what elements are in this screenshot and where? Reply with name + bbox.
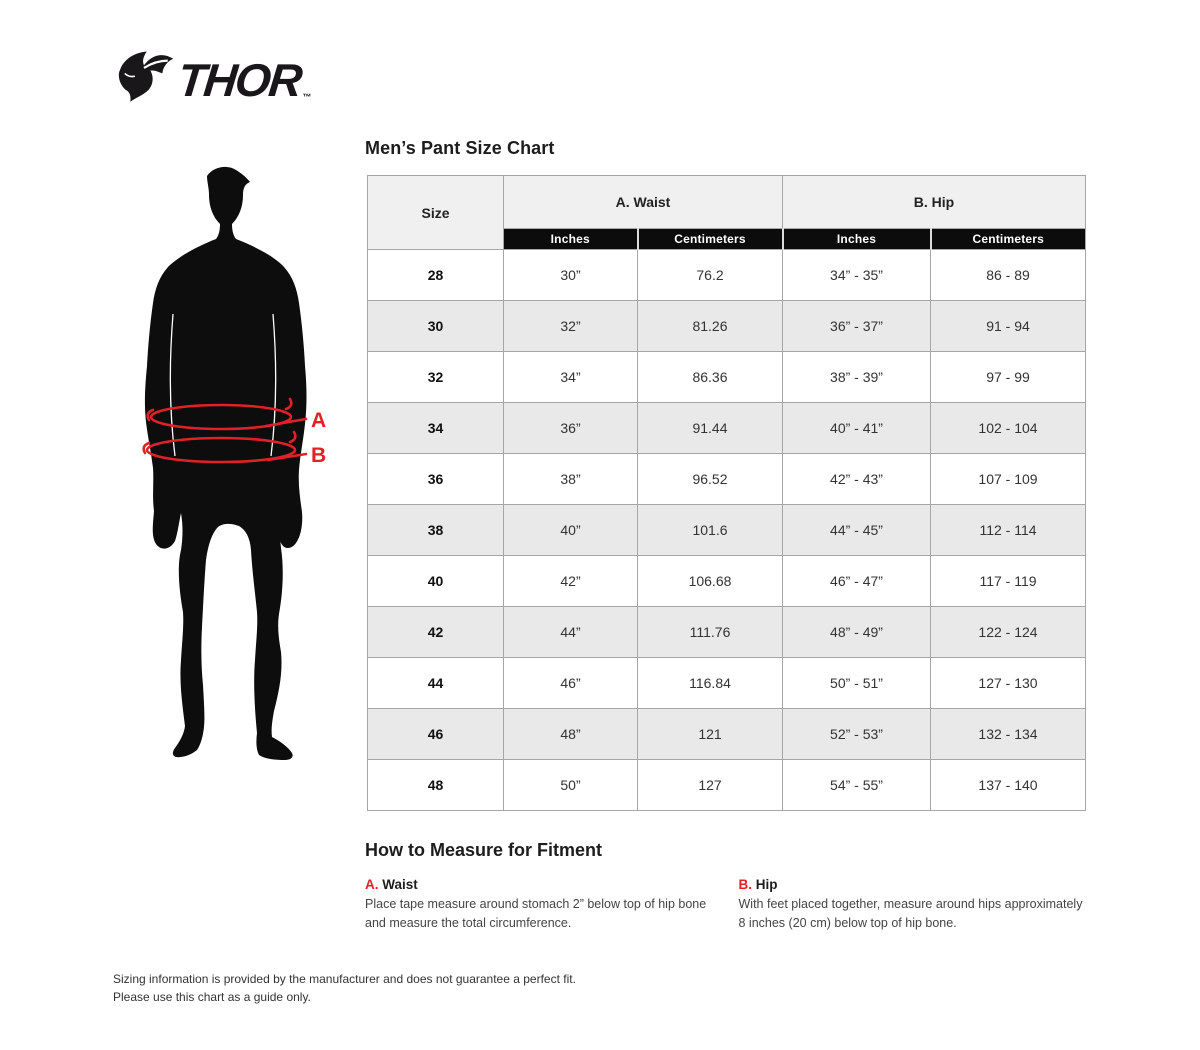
- column-header-hip: B. Hip: [783, 176, 1086, 229]
- cell-size: 48: [368, 760, 504, 811]
- table-row: [368, 301, 1086, 352]
- cell-waist-inches: 42”: [504, 556, 638, 607]
- cell-waist-centimeters: 91.44: [638, 403, 783, 454]
- table-row: [368, 709, 1086, 760]
- cell-hip-inches: 38” - 39”: [783, 352, 931, 403]
- cell-hip-centimeters: 91 - 94: [931, 301, 1086, 352]
- body-silhouette-figure: [128, 164, 338, 774]
- cell-size: 36: [368, 454, 504, 505]
- cell-waist-centimeters: 101.6: [638, 505, 783, 556]
- measure-letter-b: B.: [738, 877, 752, 892]
- cell-waist-centimeters: 116.84: [638, 658, 783, 709]
- measure-item-waist: [365, 877, 712, 934]
- measure-name-hip: Hip: [755, 877, 778, 892]
- cell-waist-inches: 50”: [504, 760, 638, 811]
- cell-waist-inches: 48”: [504, 709, 638, 760]
- size-table-body: [368, 250, 1086, 811]
- cell-hip-inches: 36” - 37”: [783, 301, 931, 352]
- subheader-hip-inches: Inches: [783, 229, 931, 250]
- cell-size: 32: [368, 352, 504, 403]
- cell-hip-centimeters: 107 - 109: [931, 454, 1086, 505]
- cell-waist-centimeters: 96.52: [638, 454, 783, 505]
- brand-wordmark: THOR: [175, 54, 304, 106]
- cell-size: 42: [368, 607, 504, 658]
- cell-waist-inches: 40”: [504, 505, 638, 556]
- cell-hip-centimeters: 97 - 99: [931, 352, 1086, 403]
- measure-item-hip-label: [739, 877, 1086, 892]
- table-row: [368, 607, 1086, 658]
- measure-text-hip: With feet placed together, measure around hips approximately 8 inches (20 cm) below top of hip bone.: [738, 897, 1083, 931]
- page-title: Men’s Pant Size Chart: [365, 138, 555, 158]
- thor-goat-icon: [112, 48, 176, 108]
- cell-hip-inches: 52” - 53”: [783, 709, 931, 760]
- cell-hip-centimeters: 132 - 134: [931, 709, 1086, 760]
- cell-hip-inches: 44” - 45”: [783, 505, 931, 556]
- cell-waist-inches: 34”: [504, 352, 638, 403]
- subheader-hip-centimeters: Centimeters: [931, 229, 1086, 250]
- cell-hip-centimeters: 137 - 140: [931, 760, 1086, 811]
- cell-waist-inches: 30”: [504, 250, 638, 301]
- measure-text-waist: Place tape measure around stomach 2” below top of hip bone and measure the total circumference.: [365, 897, 707, 931]
- cell-hip-inches: 34” - 35”: [783, 250, 931, 301]
- cell-waist-inches: 36”: [504, 403, 638, 454]
- cell-hip-inches: 40” - 41”: [783, 403, 931, 454]
- cell-waist-centimeters: 106.68: [638, 556, 783, 607]
- table-row: [368, 352, 1086, 403]
- disclaimer-line-2: Please use this chart as a guide only.: [113, 990, 311, 1004]
- cell-hip-centimeters: 86 - 89: [931, 250, 1086, 301]
- cell-waist-inches: 46”: [504, 658, 638, 709]
- table-row: [368, 454, 1086, 505]
- cell-hip-centimeters: 102 - 104: [931, 403, 1086, 454]
- disclaimer: [113, 970, 576, 1006]
- cell-waist-centimeters: 111.76: [638, 607, 783, 658]
- trademark-symbol: ™: [302, 92, 312, 102]
- cell-waist-centimeters: 121: [638, 709, 783, 760]
- male-silhouette-icon: [128, 164, 338, 774]
- size-chart-table: [367, 175, 1086, 811]
- cell-hip-inches: 54” - 55”: [783, 760, 931, 811]
- table-row: [368, 556, 1086, 607]
- cell-waist-inches: 32”: [504, 301, 638, 352]
- measure-guide-title: How to Measure for Fitment: [365, 840, 603, 860]
- measure-item-hip: [739, 877, 1086, 934]
- cell-waist-inches: 44”: [504, 607, 638, 658]
- subheader-waist-centimeters: Centimeters: [638, 229, 783, 250]
- cell-hip-inches: 42” - 43”: [783, 454, 931, 505]
- table-row: [368, 250, 1086, 301]
- cell-waist-inches: 38”: [504, 454, 638, 505]
- cell-waist-centimeters: 81.26: [638, 301, 783, 352]
- cell-size: 34: [368, 403, 504, 454]
- cell-waist-centimeters: 86.36: [638, 352, 783, 403]
- measure-name-waist: Waist: [382, 877, 418, 892]
- column-header-size: Size: [368, 176, 504, 250]
- column-header-waist: A. Waist: [504, 176, 783, 229]
- cell-size: 40: [368, 556, 504, 607]
- brand-logo: [112, 48, 311, 108]
- table-row: [368, 760, 1086, 811]
- cell-hip-inches: 50” - 51”: [783, 658, 931, 709]
- disclaimer-line-1: Sizing information is provided by the manufacturer and does not guarantee a perfect fit.: [113, 972, 576, 986]
- cell-hip-inches: 48” - 49”: [783, 607, 931, 658]
- cell-hip-centimeters: 117 - 119: [931, 556, 1086, 607]
- table-row: [368, 403, 1086, 454]
- table-header-row: [368, 176, 1086, 229]
- table-row: [368, 658, 1086, 709]
- cell-size: 44: [368, 658, 504, 709]
- cell-hip-centimeters: 127 - 130: [931, 658, 1086, 709]
- cell-waist-centimeters: 127: [638, 760, 783, 811]
- cell-size: 46: [368, 709, 504, 760]
- cell-size: 30: [368, 301, 504, 352]
- subheader-waist-inches: Inches: [504, 229, 638, 250]
- cell-hip-centimeters: 122 - 124: [931, 607, 1086, 658]
- measure-item-waist-label: [365, 877, 712, 892]
- table-row: [368, 505, 1086, 556]
- measure-letter-a: A.: [365, 877, 379, 892]
- cell-size: 28: [368, 250, 504, 301]
- cell-size: 38: [368, 505, 504, 556]
- measure-guide-section: [365, 840, 1085, 934]
- cell-waist-centimeters: 76.2: [638, 250, 783, 301]
- cell-hip-inches: 46” - 47”: [783, 556, 931, 607]
- waist-marker-label: A: [311, 409, 327, 432]
- hip-marker-label: B: [311, 444, 327, 467]
- cell-hip-centimeters: 112 - 114: [931, 505, 1086, 556]
